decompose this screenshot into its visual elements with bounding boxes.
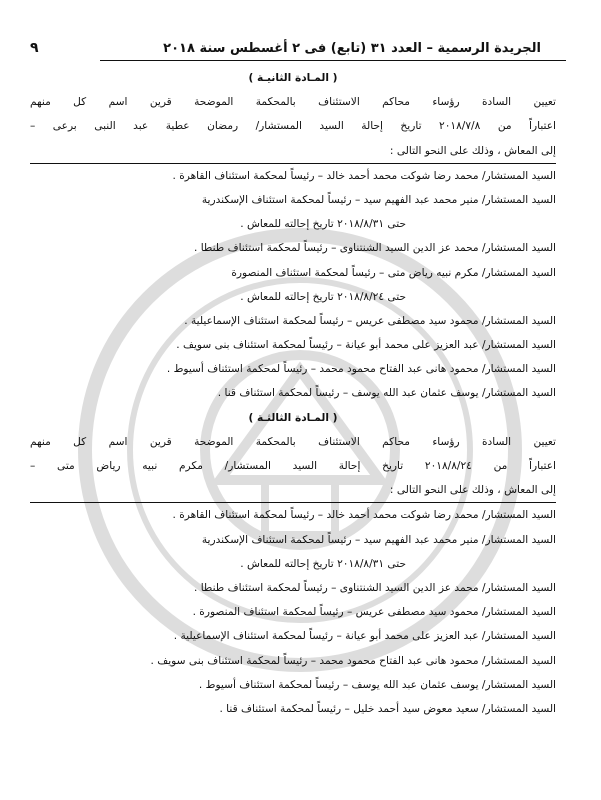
appointment-line: السيد المستشار/ يوسف عثمان عبد الله يوسف – رئيساً لمحكمة استئناف قنا .: [217, 387, 556, 400]
article-heading: ( المـادة الثانيـة ): [248, 72, 338, 84]
paragraph-line: تعيين السادة رؤساء محاكم الاستئناف بالمحكمة الموضحة قرين اسم كل منهم: [30, 435, 556, 448]
page-header: [30, 28, 541, 56]
appointment-line: السيد المستشار/ محمود هانى عبد الفتاح محمود محمد – رئيساً لمحكمة استئناف أسيوط .: [166, 363, 556, 376]
header-title: الجريدة الرسمية – العدد ٣١ (تابع) فى ٢ أغسطس سنة ٢٠١٨: [163, 41, 541, 56]
appointment-line: السيد المستشار/ محمد عز الدين السيد الشنتناوى – رئيساً لمحكمة استئناف طنطا .: [193, 242, 556, 255]
appointment-line: السيد المستشار/ محمد عز الدين السيد الشنتناوى – رئيساً لمحكمة استئناف طنطا .: [193, 581, 556, 594]
appointment-line: السيد المستشار/ منير محمد عبد الفهيم سيد – رئيساً لمحكمة استئناف الإسكندرية: [201, 193, 556, 206]
paragraph-line: تعيين السادة رؤساء محاكم الاستئناف بالمحكمة الموضحة قرين اسم كل منهم: [30, 96, 556, 109]
appointment-line: السيد المستشار/ منير محمد عبد الفهيم سيد – رئيساً لمحكمة استئناف الإسكندرية: [201, 533, 556, 546]
appointment-line: السيد المستشار/ محمود سيد مصطفى عريس – رئيساً لمحكمة استئناف المنصورة .: [192, 606, 556, 619]
appointment-line: السيد المستشار/ يوسف عثمان عبد الله يوسف – رئيساً لمحكمة استئناف أسيوط .: [198, 678, 556, 691]
appointment-line: السيد المستشار/ محمود سيد مصطفى عريس – رئيساً لمحكمة استئناف الإسماعيلية .: [184, 314, 556, 327]
intro-line: إلى المعاش ، وذلك على النحو التالى :: [30, 478, 556, 503]
appointment-line: السيد المستشار/ عبد العزيز على محمد أبو عيانة – رئيساً لمحكمة استئناف الإسماعيلية .: [173, 630, 556, 643]
paragraph-line: اعتباراً من ٢٠١٨/٧/٨ تاريخ إحالة السيد المستشار/ رمضان عطية عبد النبى برعى –: [30, 120, 557, 133]
appointment-line: السيد المستشار/ محمد رضا شوكت محمد أحمد خالد – رئيساً لمحكمة استئناف القاهرة .: [172, 169, 556, 182]
document-body: [30, 66, 556, 721]
header-divider: [100, 60, 566, 61]
appointment-line: السيد المستشار/ محمد رضا شوكت محمد أحمد خالد – رئيساً لمحكمة استئناف القاهرة .: [172, 509, 556, 522]
intro-line: إلى المعاش ، وذلك على النحو التالى :: [30, 139, 556, 164]
retirement-date-line: حتى ٢٠١٨/٨/٣١ تاريخ إحالته للمعاش .: [240, 218, 406, 231]
appointment-line: السيد المستشار/ عبد العزيز على محمد أبو عيانة – رئيساً لمحكمة استئناف بنى سويف .: [176, 339, 556, 352]
article-heading: ( المـادة الثالثـة ): [248, 411, 338, 424]
page-number: ٩: [30, 40, 39, 56]
retirement-date-line: حتى ٢٠١٨/٨/٢٤ تاريخ إحالته للمعاش .: [240, 290, 406, 303]
paragraph-line: اعتباراً من ٢٠١٨/٨/٢٤ تاريخ إحالة السيد المستشار/ مكرم نبيه رياض متى –: [30, 460, 556, 472]
appointment-line: السيد المستشار/ سعيد معوض سيد أحمد خليل – رئيساً لمحكمة استئناف قنا .: [219, 702, 556, 715]
retirement-date-line: حتى ٢٠١٨/٨/٣١ تاريخ إحالته للمعاش .: [240, 557, 406, 570]
appointment-line: السيد المستشار/ مكرم نبيه رياض متى – رئيساً لمحكمة استئناف المنصورة: [231, 266, 556, 279]
appointment-line: السيد المستشار/ محمود هانى عبد الفتاح محمود محمد – رئيساً لمحكمة استئناف بنى سويف .: [150, 654, 556, 667]
